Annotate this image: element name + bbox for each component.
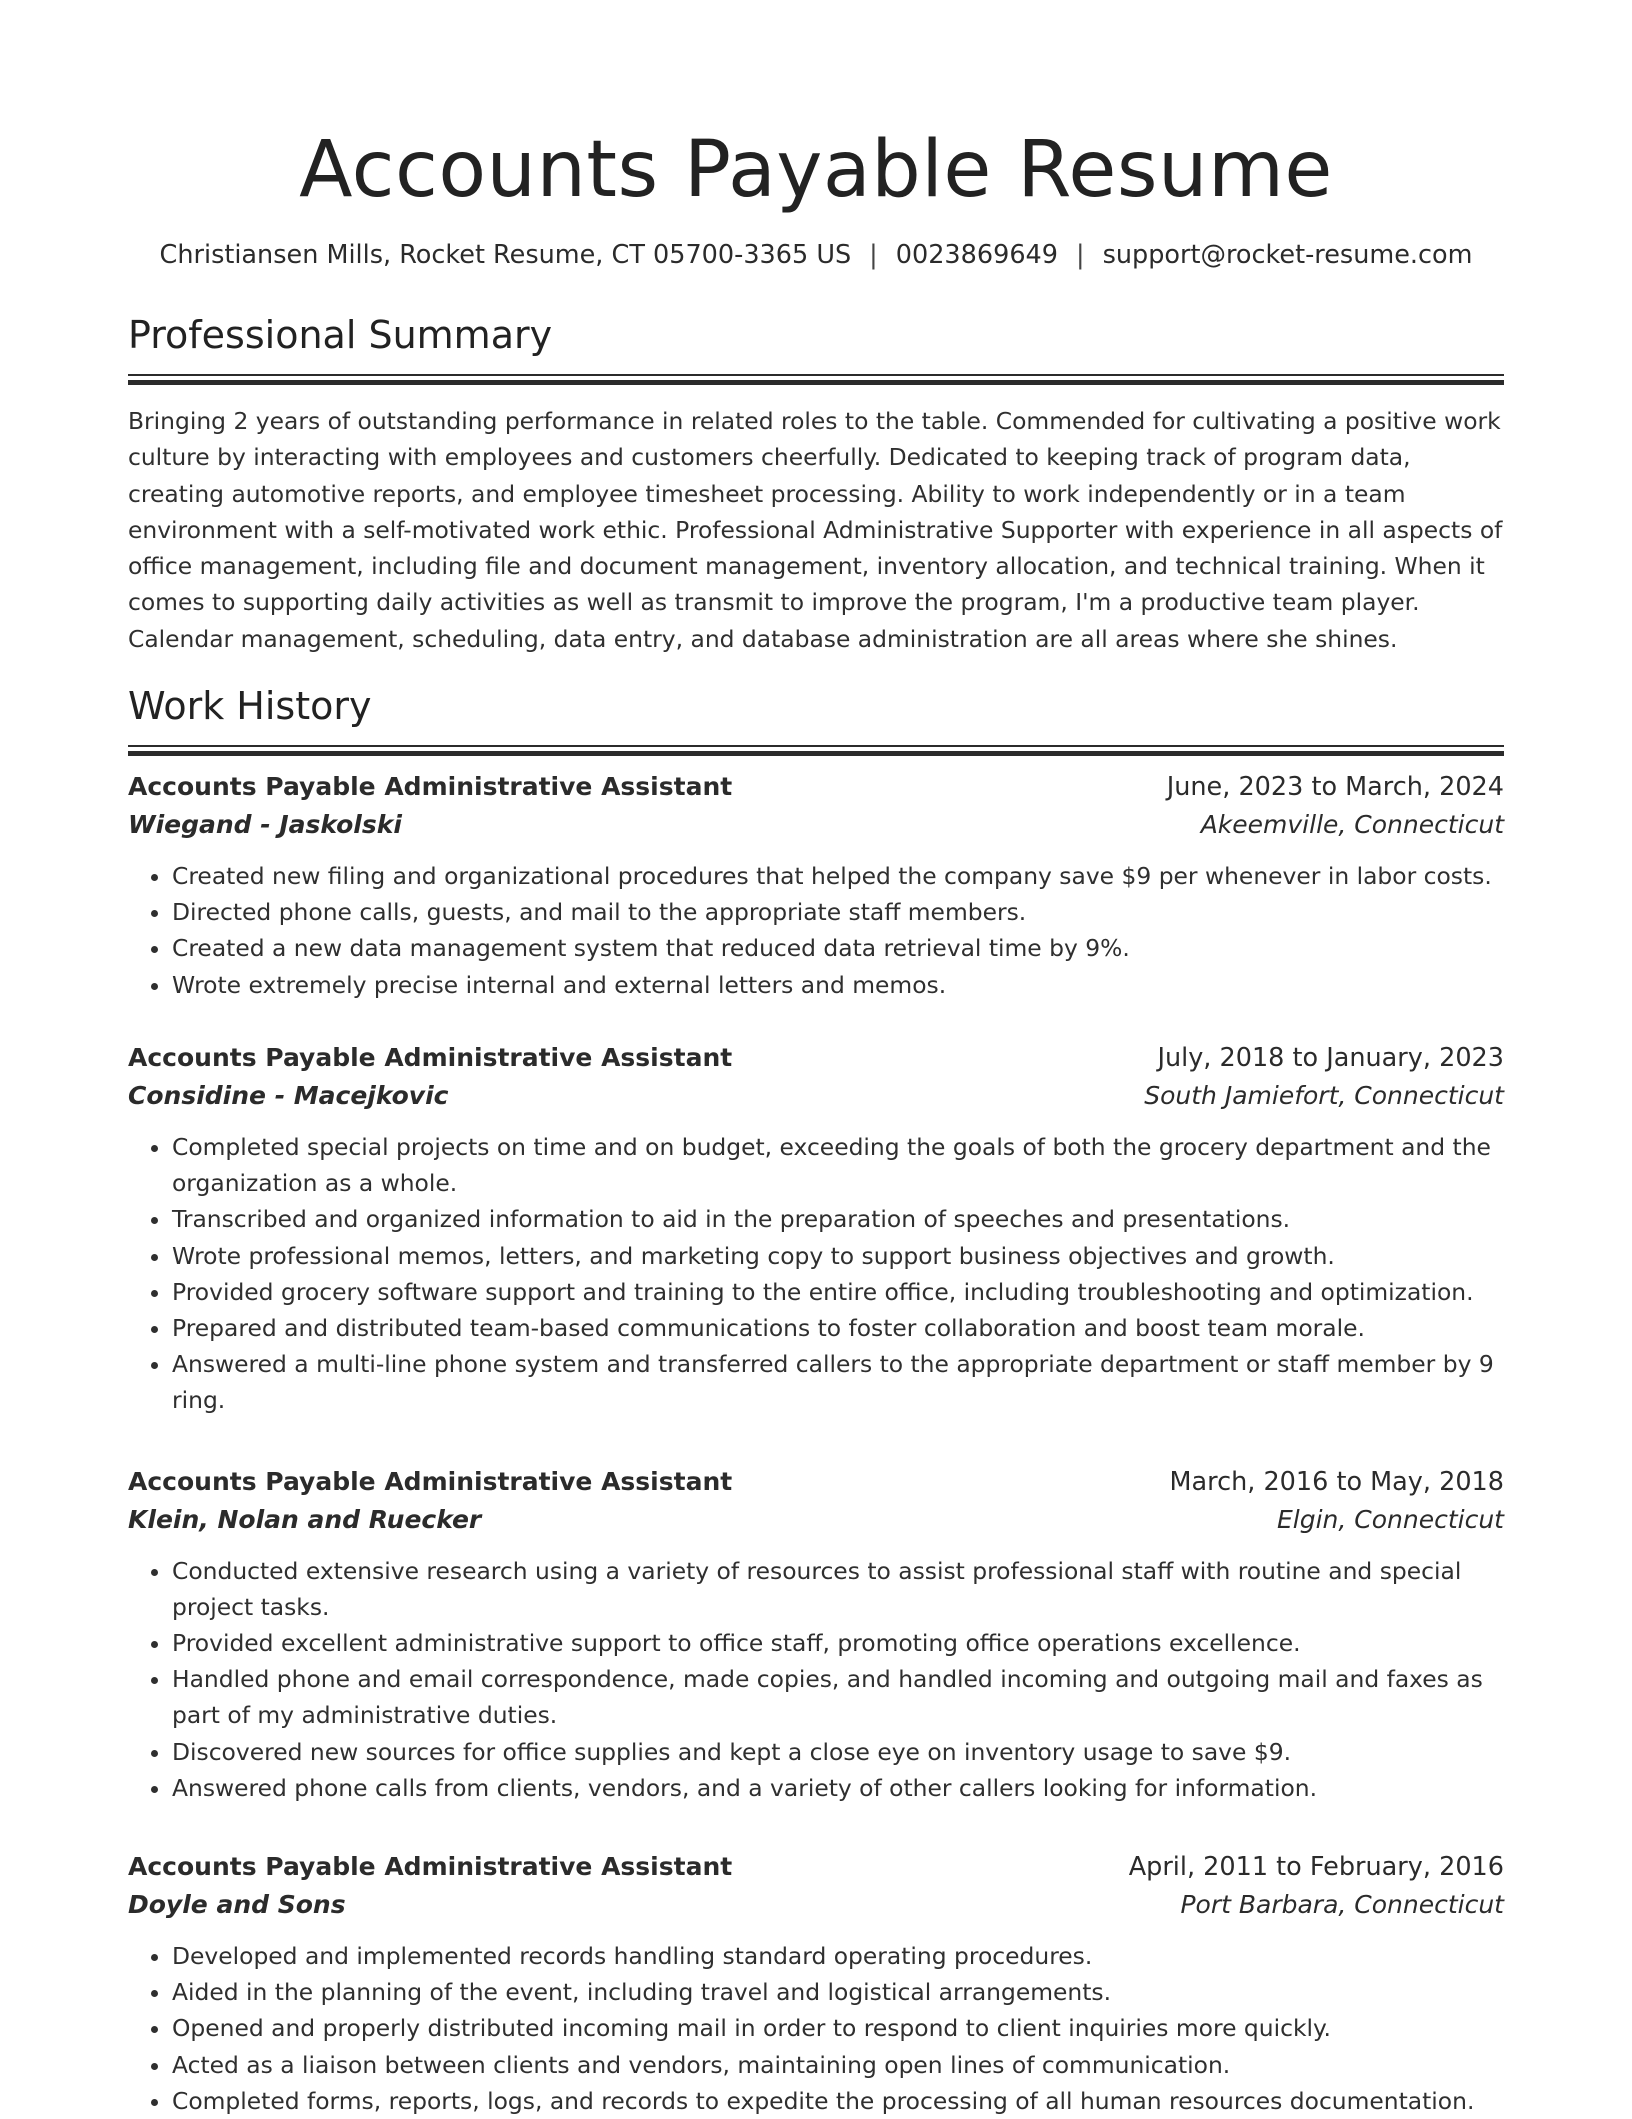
job-company-row bbox=[128, 1886, 1504, 1924]
job-bullet: • Created a new data management system that reduced data retrieval time by 9%. bbox=[172, 930, 1504, 966]
job-company-row bbox=[128, 806, 1504, 844]
job-location: Akeemville, Connecticut bbox=[1200, 810, 1504, 840]
job-title: Accounts Payable Administrative Assistant bbox=[128, 1042, 733, 1072]
contact-email: support@rocket-resume.com bbox=[1102, 240, 1473, 270]
job-header-row bbox=[128, 1848, 1504, 1886]
job-entry bbox=[128, 768, 1504, 1003]
contact-address: Christiansen Mills, Rocket Resume, CT 05700-3365 US bbox=[159, 240, 852, 270]
job-bullet: • Provided excellent administrative support to office staff, promoting office operations excellence. bbox=[172, 1625, 1504, 1661]
job-bullet-list bbox=[128, 1938, 1504, 2119]
job-dates: June, 2023 to March, 2024 bbox=[1166, 772, 1504, 803]
job-bullet: • Developed and implemented records handling standard operating procedures. bbox=[172, 1938, 1504, 1974]
job-title: Accounts Payable Administrative Assistant bbox=[128, 1851, 733, 1881]
job-entry bbox=[128, 1848, 1504, 2119]
job-bullet: • Wrote professional memos, letters, and marketing copy to support business objectives and growth. bbox=[172, 1238, 1504, 1274]
job-company: Wiegand - Jaskolski bbox=[128, 810, 402, 840]
job-bullet-list bbox=[128, 858, 1504, 1003]
job-dates: March, 2016 to May, 2018 bbox=[1169, 1466, 1504, 1497]
page-title: Accounts Payable Resume bbox=[299, 125, 1333, 215]
job-bullet: • Opened and properly distributed incoming mail in order to respond to client inquiries more quickly. bbox=[172, 2010, 1504, 2046]
job-header-row bbox=[128, 768, 1504, 806]
job-company-row bbox=[128, 1077, 1504, 1115]
job-header-row bbox=[128, 1039, 1504, 1077]
summary-section bbox=[128, 310, 1504, 657]
job-entry bbox=[128, 1463, 1504, 1806]
job-bullet: • Prepared and distributed team-based communications to foster collaboration and boost team morale. bbox=[172, 1310, 1504, 1346]
job-company: Considine - Macejkovic bbox=[128, 1080, 449, 1110]
job-bullet: • Transcribed and organized information to aid in the preparation of speeches and presentations. bbox=[172, 1201, 1504, 1237]
job-bullet-list bbox=[128, 1129, 1504, 1419]
job-dates: April, 2011 to February, 2016 bbox=[1128, 1851, 1504, 1882]
summary-text: Bringing 2 years of outstanding performance in related roles to the table. Commended for cultivating a positive work culture by interacting with employees and customers cheerfully. Dedicated to keeping track of program data, creating automotive reports, and employee timesheet processing. Ability to work independently or in a team environment with a self-motivated work ethic. Professional Administrative Supporter with experience in all aspects of office management, including file and document management, inventory allocation, and technical training. When it comes to supporting daily activities as well as transmit to improve the program, I'm a productive team player. Calendar management, scheduling, data entry, and database administration are all areas where she shines. bbox=[128, 407, 1503, 653]
section-divider bbox=[128, 374, 1504, 385]
job-bullet: • Handled phone and email correspondence, made copies, and handled incoming and outgoing mail and faxes as part of my administrative duties. bbox=[172, 1661, 1504, 1733]
job-bullet: • Discovered new sources for office supplies and kept a close eye on inventory usage to save $9. bbox=[172, 1734, 1504, 1770]
job-bullet: • Created new filing and organizational procedures that helped the company save $9 per whenever in labor costs. bbox=[172, 858, 1504, 894]
job-title: Accounts Payable Administrative Assistant bbox=[128, 772, 733, 802]
job-company: Klein, Nolan and Ruecker bbox=[128, 1504, 482, 1534]
job-company: Doyle and Sons bbox=[128, 1889, 346, 1919]
job-bullet: • Conducted extensive research using a variety of resources to assist professional staff with routine and special project tasks. bbox=[172, 1553, 1504, 1625]
work-history-section bbox=[128, 681, 1504, 2119]
job-location: Elgin, Connecticut bbox=[1276, 1504, 1504, 1534]
job-bullet: • Completed forms, reports, logs, and records to expedite the processing of all human resources documentation. bbox=[172, 2083, 1504, 2119]
job-bullet: • Directed phone calls, guests, and mail to the appropriate staff members. bbox=[172, 894, 1504, 930]
job-list bbox=[128, 768, 1504, 2119]
contact-separator: | bbox=[1076, 240, 1085, 270]
job-location: South Jamiefort, Connecticut bbox=[1144, 1080, 1504, 1110]
contact-phone: 0023869649 bbox=[895, 240, 1059, 270]
job-header-row bbox=[128, 1463, 1504, 1501]
job-bullet: • Provided grocery software support and training to the entire office, including troubleshooting and optimization. bbox=[172, 1274, 1504, 1310]
job-bullet: • Answered phone calls from clients, vendors, and a variety of other callers looking for information. bbox=[172, 1770, 1504, 1806]
job-bullet: • Acted as a liaison between clients and vendors, maintaining open lines of communication. bbox=[172, 2047, 1504, 2083]
job-dates: July, 2018 to January, 2023 bbox=[1157, 1042, 1504, 1073]
job-entry bbox=[128, 1039, 1504, 1419]
job-bullet: • Answered a multi-line phone system and transferred callers to the appropriate department or staff member by 9 ring. bbox=[172, 1346, 1504, 1418]
job-company-row bbox=[128, 1501, 1504, 1539]
job-bullet: • Wrote extremely precise internal and external letters and memos. bbox=[172, 967, 1504, 1003]
section-title-work-history: Work History bbox=[128, 684, 372, 729]
section-title-summary: Professional Summary bbox=[128, 313, 553, 357]
job-bullet: • Aided in the planning of the event, including travel and logistical arrangements. bbox=[172, 1974, 1504, 2010]
job-bullet: • Completed special projects on time and on budget, exceeding the goals of both the grocery department and the organization as a whole. bbox=[172, 1129, 1504, 1201]
section-divider bbox=[128, 745, 1504, 756]
job-location: Port Barbara, Connecticut bbox=[1180, 1889, 1504, 1919]
contact-line bbox=[128, 238, 1504, 272]
job-title: Accounts Payable Administrative Assistant bbox=[128, 1466, 733, 1496]
contact-separator: | bbox=[869, 240, 878, 270]
job-bullet-list bbox=[128, 1553, 1504, 1806]
